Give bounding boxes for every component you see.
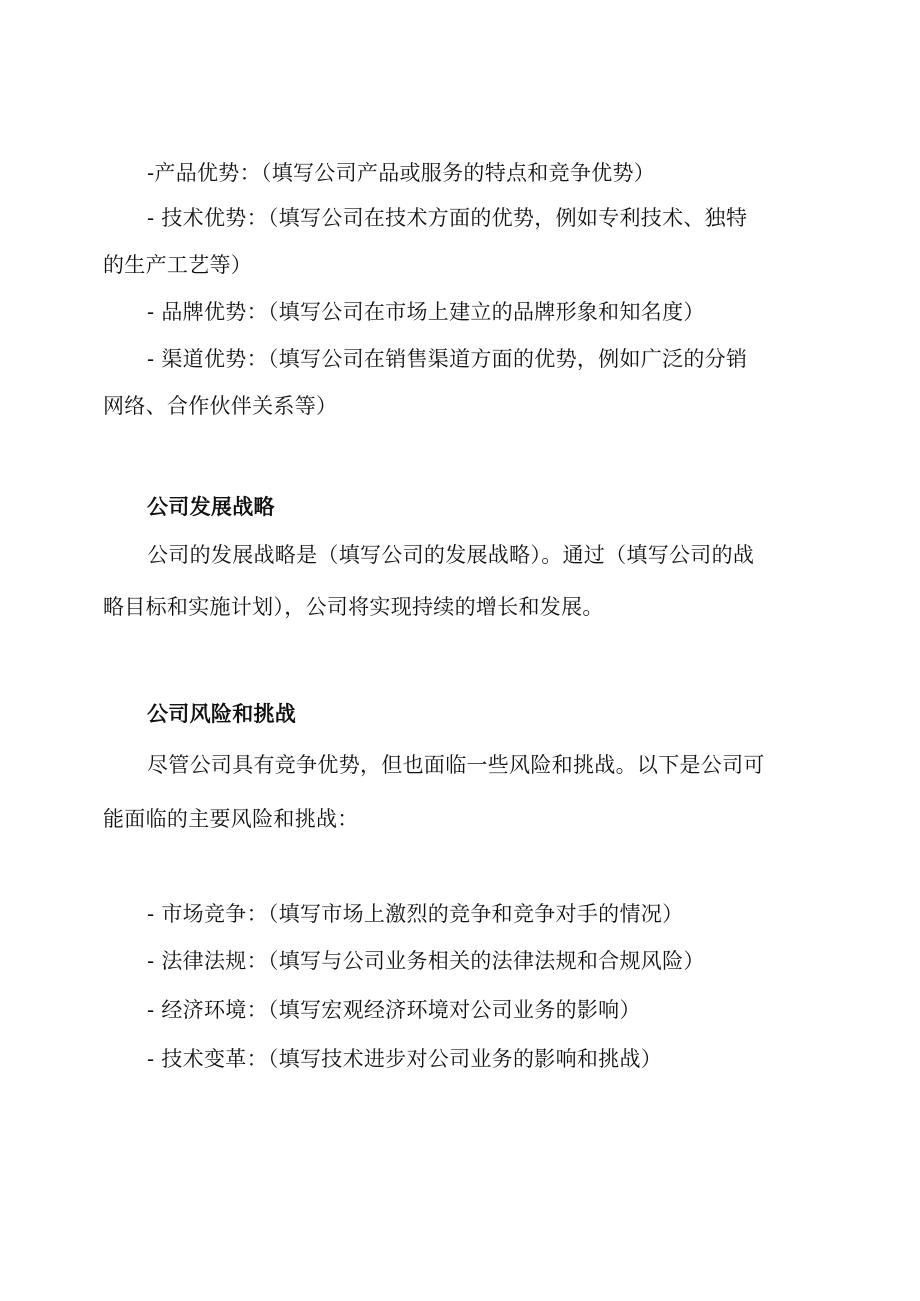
- technology-advantage-continuation: 的生产工艺等）: [103, 253, 253, 277]
- risks-intro-paragraph: 尽管公司具有竞争优势，但也面临一些风险和挑战。以下是公司可: [147, 753, 765, 777]
- strategy-heading: 公司发展战略: [147, 495, 275, 519]
- strategy-paragraph-continuation: 略目标和实施计划），公司将实现持续的增长和发展。: [103, 595, 604, 619]
- risk-item-technology: - 技术变革：（填写技术进步对公司业务的影响和挑战）: [147, 1047, 663, 1071]
- channel-advantage-continuation: 网络、合作伙伴关系等）: [103, 394, 338, 418]
- risk-item-legal: - 法律法规：（填写与公司业务相关的法律法规和合规风险）: [147, 949, 705, 973]
- risks-intro-continuation: 能面临的主要风险和挑战：: [103, 807, 359, 831]
- risk-item-market: - 市场竞争：（填写市场上激烈的竞争和竞争对手的情况）: [147, 902, 684, 926]
- brand-advantage-item: - 品牌优势：（填写公司在市场上建立的品牌形象和知名度）: [147, 300, 705, 324]
- strategy-paragraph: 公司的发展战略是（填写公司的发展战略）。通过（填写公司的战: [147, 543, 755, 567]
- risk-item-economy: - 经济环境：（填写宏观经济环境对公司业务的影响）: [147, 998, 641, 1022]
- channel-advantage-item: - 渠道优势：（填写公司在销售渠道方面的优势，例如广泛的分销: [147, 347, 748, 371]
- product-advantage-item: -产品优势：（填写公司产品或服务的特点和竞争优势）: [147, 161, 656, 185]
- technology-advantage-item: - 技术优势：（填写公司在技术方面的优势，例如专利技术、独特: [147, 206, 748, 230]
- risks-heading: 公司风险和挑战: [147, 702, 297, 726]
